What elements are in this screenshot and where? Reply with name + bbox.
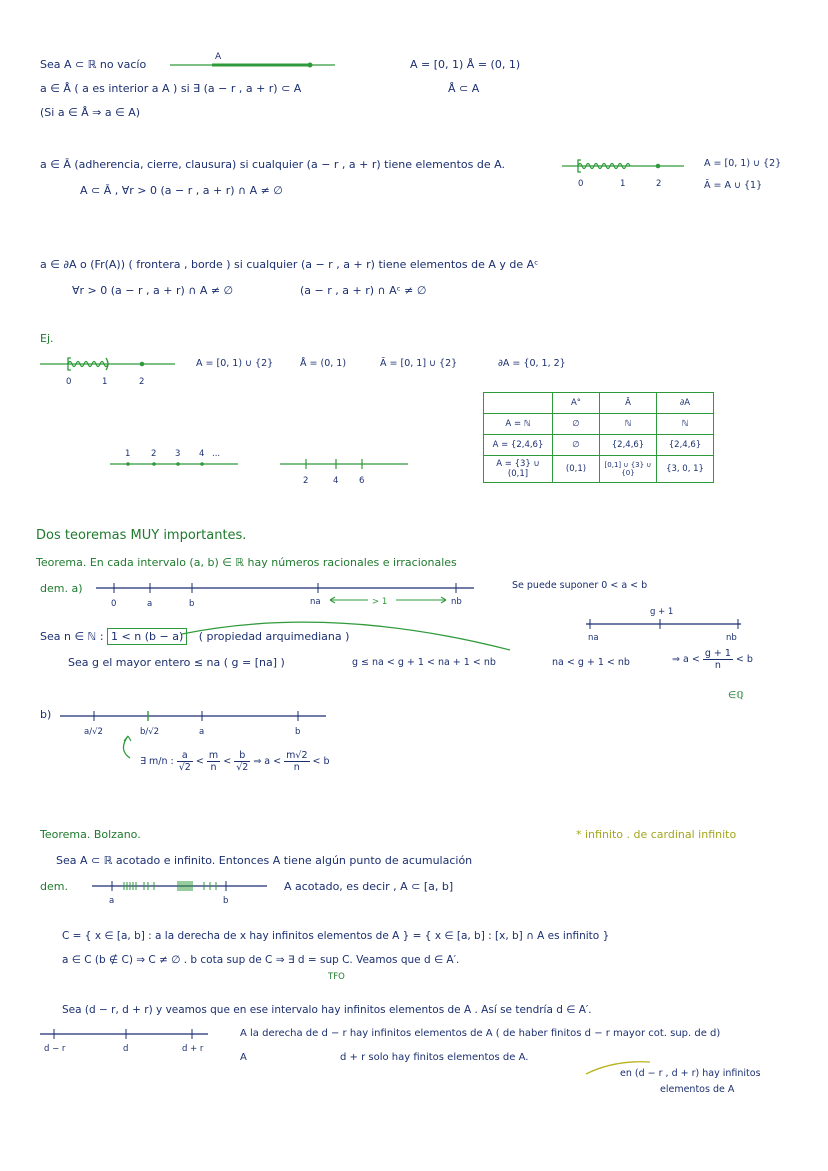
mini-label-na: na bbox=[588, 633, 599, 643]
bolzano-statement: Sea A ⊂ ℝ acotado e infinito. Entonces A tiene algún punto de acumulación bbox=[56, 854, 473, 867]
irr-tick-b: b bbox=[295, 727, 301, 737]
example-tick-1: 1 bbox=[102, 377, 108, 387]
interior-example: A = [0, 1) Å = (0, 1) bbox=[410, 58, 521, 71]
floor-chain-2: na < g + 1 < nb bbox=[552, 657, 630, 668]
line-tick-0: 0 bbox=[111, 599, 117, 609]
infinite-note: * infinito . de cardinal infinito bbox=[576, 828, 737, 841]
set-c-def: C = { x ∈ [a, b] : a la derecha de x hay infinitos elementos de A } = { x ∈ [a, b] : [x, b] ∩ A es infinito } bbox=[62, 930, 610, 942]
irr-den: n bbox=[293, 762, 300, 773]
topology-table bbox=[483, 392, 714, 483]
example-tick-2: 2 bbox=[139, 377, 145, 387]
mini-number-line bbox=[586, 604, 746, 644]
naturals-number-line bbox=[110, 446, 240, 470]
table-row bbox=[484, 414, 714, 435]
mini-label-nb: nb bbox=[726, 633, 737, 643]
table-header-row bbox=[484, 393, 714, 414]
irr-lt-b: < b bbox=[312, 756, 330, 767]
floor-chain: g ≤ na < g + 1 < na + 1 < nb bbox=[352, 657, 496, 668]
table-header-cell: ∂A bbox=[657, 393, 714, 414]
table-cell: A = ℕ bbox=[484, 414, 553, 435]
irr-fraction bbox=[207, 750, 220, 773]
naturals-tick: 1 bbox=[125, 449, 131, 459]
closure-example-a: A = [0, 1) ∪ {2} bbox=[704, 158, 782, 169]
rational-lt-b: < b bbox=[735, 654, 753, 665]
conclusion-line-1: en (d − r , d + r) hay infinitos bbox=[620, 1068, 761, 1079]
rational-num: g + 1 bbox=[704, 648, 731, 659]
neighborhood-tick-d+r: d + r bbox=[182, 1044, 204, 1054]
irrational-chain bbox=[140, 750, 330, 773]
interior-def: a ∈ Å ( a es interior a A ) si ∃ (a − r , a + r) ⊂ A bbox=[40, 82, 302, 95]
interval-label-a: A bbox=[215, 52, 222, 62]
closure-number-line bbox=[562, 156, 687, 192]
line-tick-a: a bbox=[147, 599, 153, 609]
example-closure: Ā = [0, 1] ∪ {2} bbox=[380, 358, 458, 369]
section-title: Dos teoremas MUY importantes. bbox=[36, 528, 247, 543]
irr-den: n bbox=[210, 762, 217, 773]
irr-fraction bbox=[234, 750, 250, 773]
irr-lt: < bbox=[195, 756, 204, 767]
table-cell: (0,1) bbox=[553, 456, 600, 483]
line-tick-na: na bbox=[310, 597, 321, 607]
bounded-def: A acotado, es decir , A ⊂ [a, b] bbox=[284, 880, 454, 893]
table-header-cell: Ā bbox=[600, 393, 657, 414]
naturals-tick: ... bbox=[212, 449, 221, 459]
closure-tick-0: 0 bbox=[578, 179, 584, 189]
tfo-label: TFO bbox=[328, 972, 345, 982]
irr-fraction bbox=[177, 750, 193, 773]
line-tick-nb: nb bbox=[451, 597, 462, 607]
closure-tick-2: 2 bbox=[656, 179, 662, 189]
table-cell: A = {3} ∪ (0,1] bbox=[484, 456, 553, 483]
table-cell: ℕ bbox=[657, 414, 714, 435]
gap-label: > 1 bbox=[372, 597, 388, 607]
irr-exists: ∃ m/n : bbox=[140, 756, 174, 767]
green-brace-arc bbox=[180, 610, 520, 650]
boundary-def: a ∈ ∂A o (Fr(A)) ( frontera , borde ) si cualquier (a − r , a + r) tiene elementos de A y de Aᶜ bbox=[40, 258, 539, 271]
neighborhood-tick-d: d bbox=[123, 1044, 129, 1054]
archimedean-pre: Sea n ∈ ℕ : bbox=[40, 630, 104, 643]
irr-tick-a: a bbox=[199, 727, 205, 737]
table-cell: {2,4,6} bbox=[657, 435, 714, 456]
interior-subset: Å ⊂ A bbox=[448, 82, 480, 95]
naturals-tick: 4 bbox=[199, 449, 205, 459]
neighborhood-statement: Sea (d − r, d + r) y veamos que en ese intervalo hay infinitos elementos de A . Así se tendría d ∈ A′. bbox=[62, 1004, 592, 1016]
table-cell: {2,4,6} bbox=[600, 435, 657, 456]
evens-tick: 4 bbox=[333, 476, 339, 486]
closure-def-2: A ⊂ Ā , ∀r > 0 (a − r , a + r) ∩ A ≠ ∅ bbox=[80, 184, 283, 197]
table-cell: ∅ bbox=[553, 435, 600, 456]
table-cell: ∅ bbox=[553, 414, 600, 435]
right-of-d-r: A la derecha de d − r hay infinitos elementos de A ( de haber finitos d − r mayor cot. sup. de d) bbox=[240, 1028, 721, 1039]
example-interior: Å = (0, 1) bbox=[300, 358, 347, 369]
interior-note: (Si a ∈ Å ⇒ a ∈ A) bbox=[40, 106, 141, 119]
proof-label-a: dem. a) bbox=[40, 582, 83, 595]
bolzano-tick-a: a bbox=[109, 896, 115, 906]
irr-num: b bbox=[234, 750, 250, 762]
table-header-cell: A° bbox=[553, 393, 600, 414]
interval-sketch-a bbox=[170, 50, 340, 74]
table-row bbox=[484, 435, 714, 456]
set-c-properties: a ∈ C (b ∉ C) ⇒ C ≠ ∅ . b cota sup de C ⇒ ∃ d = sup C. Veamos que d ∈ A′. bbox=[62, 954, 460, 966]
irrational-number-line bbox=[60, 704, 330, 744]
irr-num: a bbox=[177, 750, 193, 762]
line-tick-b: b bbox=[189, 599, 195, 609]
table-cell: A = {2,4,6} bbox=[484, 435, 553, 456]
boundary-cond-ac: (a − r , a + r) ∩ Aᶜ ≠ ∅ bbox=[300, 284, 427, 297]
closure-example-abar: Ā = A ∪ {1} bbox=[704, 180, 763, 191]
example-tick-0: 0 bbox=[66, 377, 72, 387]
irr-den: √2 bbox=[236, 762, 249, 773]
right-of-d+r: d + r solo hay finitos elementos de A. bbox=[340, 1052, 529, 1063]
irr-tick-b-sqrt2: b/√2 bbox=[140, 727, 160, 737]
conclusion-line-2: elementos de A bbox=[660, 1084, 735, 1095]
irr-num: m bbox=[208, 750, 219, 761]
archimedean-note: ( propiedad arquimediana ) bbox=[198, 630, 350, 643]
irr-den: √2 bbox=[178, 762, 191, 773]
bolzano-proof-label: dem. bbox=[40, 880, 68, 893]
mini-label-g1: g + 1 bbox=[650, 607, 674, 617]
closure-def: a ∈ Ā (adherencia, cierre, clausura) si cualquier (a − r , a + r) tiene elementos de A. bbox=[40, 158, 505, 171]
example-set-a: A = [0, 1) ∪ {2} bbox=[196, 358, 274, 369]
irr-num: m√2 bbox=[286, 750, 308, 761]
irr-fraction bbox=[284, 750, 309, 773]
archimedean-number-line bbox=[96, 580, 476, 610]
interior-def-intro: Sea A ⊂ ℝ no vacío bbox=[40, 58, 147, 71]
rational-impl: ⇒ a < bbox=[672, 654, 700, 665]
archimedean-box: 1 < n (b − a) bbox=[107, 628, 187, 645]
table-header-cell bbox=[484, 393, 553, 414]
rational-result bbox=[672, 648, 753, 671]
neighborhood-tick-d-r: d − r bbox=[44, 1044, 66, 1054]
naturals-tick: 3 bbox=[175, 449, 181, 459]
bolzano-title: Teorema. Bolzano. bbox=[40, 828, 141, 841]
proof-label-b: b) bbox=[40, 708, 52, 721]
evens-number-line bbox=[280, 456, 412, 486]
rational-den: n bbox=[714, 660, 721, 671]
table-cell: ℕ bbox=[600, 414, 657, 435]
example-label: Ej. bbox=[40, 332, 54, 345]
irr-impl: ⇒ a < bbox=[253, 756, 282, 767]
bolzano-tick-b: b bbox=[223, 896, 229, 906]
table-cell: {3, 0, 1} bbox=[657, 456, 714, 483]
closure-tick-1: 1 bbox=[620, 179, 626, 189]
assumption: Se puede suponer 0 < a < b bbox=[512, 580, 648, 591]
boundary-cond-a: ∀r > 0 (a − r , a + r) ∩ A ≠ ∅ bbox=[72, 284, 234, 297]
evens-tick: 2 bbox=[303, 476, 309, 486]
example-boundary: ∂A = {0, 1, 2} bbox=[498, 358, 566, 369]
rational-fraction bbox=[703, 648, 733, 671]
naturals-tick: 2 bbox=[151, 449, 157, 459]
evens-tick: 6 bbox=[359, 476, 365, 486]
irr-lt: < bbox=[223, 756, 232, 767]
bolzano-number-line bbox=[92, 876, 272, 906]
rational-in-q: ∈ℚ bbox=[728, 690, 744, 701]
floor-def: Sea g el mayor entero ≤ na ( g = [na] ) bbox=[68, 656, 285, 669]
table-cell: [0,1] ∪ {3} ∪ {0} bbox=[600, 456, 657, 483]
neighborhood-number-line bbox=[40, 1024, 212, 1058]
table-row bbox=[484, 456, 714, 483]
example-number-line bbox=[40, 354, 180, 390]
irr-tick-a-sqrt2: a/√2 bbox=[84, 727, 103, 737]
theorem-statement: Teorema. En cada intervalo (a, b) ∈ ℝ hay números racionales e irracionales bbox=[36, 556, 457, 569]
right-of-d+r-a: A bbox=[240, 1052, 247, 1063]
